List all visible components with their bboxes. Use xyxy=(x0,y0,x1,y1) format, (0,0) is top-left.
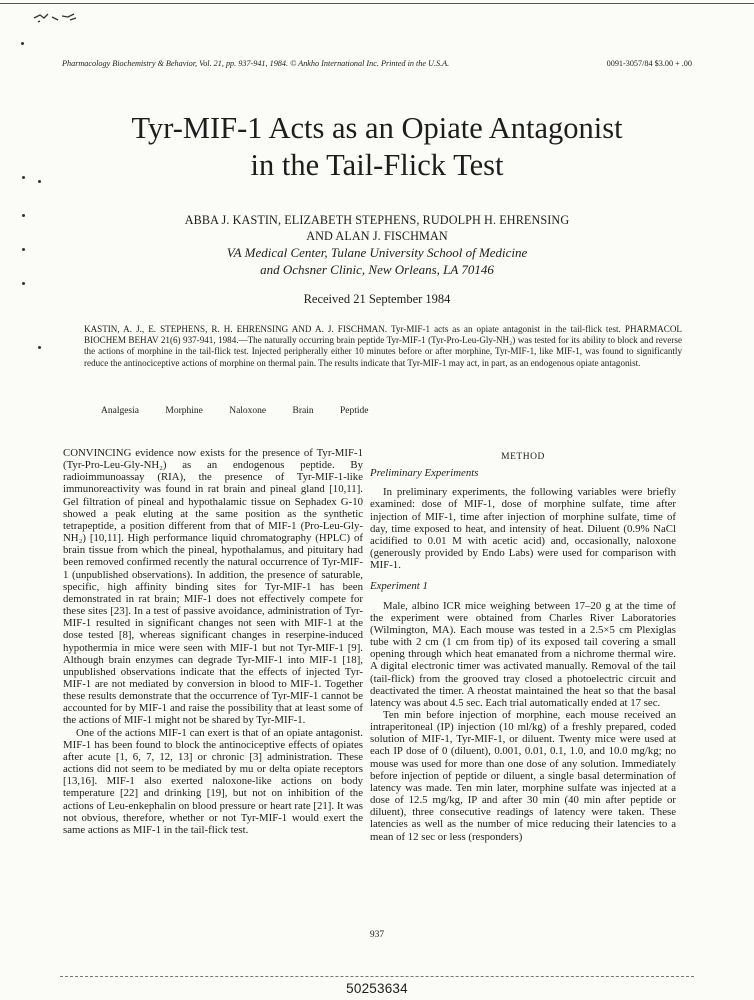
margin-mark xyxy=(38,346,41,349)
intro-paragraph-1: CONVINCING evidence now exists for the presence of Tyr-MIF-1 (Tyr-Pro-Leu-Gly-NH₂) as an endogenous peptide. By radioimmunoassay (RIA), the presence of Tyr-MIF-1-like immunoreactivity was found in rat brain and pineal gland [10,11]. Gel filtration of pineal and hypothalamic tissue on Sephadex G-10 showed a peak eluting at the same position as the synthetic tetrapeptide, a position different from that of MIF-1 (Pro-Leu-Gly-NH₂) [10,11]. High performance liquid chromatography (HPLC) of brain tissue from which the pineal, hypothalamus, and pituitary had been removed confirmed recently the natural occurrence of Tyr-MIF-1 (unpublished observations). In addition, the presence of saturable, specific, high affinity binding sites for Tyr-MIF-1 has been demonstrated in rat brain; MIF-1 does not effectively compete for these sites [23]. In a test of passive avoidance, administration of Tyr-MIF-1 resulted in significant changes not seen with MIF-1 at the dose tested [8], whereas significant changes in reserpine-induced hypothermia in mice were seen with MIF-1 but not Tyr-MIF-1 [9]. Although brain enzymes can degrade Tyr-MIF-1 into MIF-1 [18], unpublished observations indicate that the effects of injected Tyr-MIF-1 are not mediated by conversion in blood to MIF-1. Together these results demonstrate that the occurrence of Tyr-MIF-1 cannot be accounted for by MIF-1 and raise the possibility that at least some of the actions of MIF-1 might not be shared by Tyr-MIF-1. xyxy=(63,447,363,727)
footer-dashed-line xyxy=(60,976,694,977)
intro-paragraph-2: One of the actions MIF-1 can exert is that of an opiate antagonist. MIF-1 has been found to block the antinociceptive effects of opiates after acute [1, 6, 7, 12, 13] or chronic [3] administration. These actions did not seem to be mediated by mu or delta opiate receptors [13,16]. MIF-1 also exerted naloxone-like actions on body temperature [22] and drinking [19], but not on inhibition of the actions of Leu-enkephalin on blood pressure or heart rate [21]. It was not obvious, therefore, whether or not Tyr-MIF-1 would exert the same actions as MIF-1 in the tail-flick test. xyxy=(63,726,363,836)
keywords xyxy=(101,406,393,416)
right-column xyxy=(370,451,676,843)
journal-header xyxy=(62,59,692,68)
keyword: Naloxone xyxy=(229,406,267,416)
subheading-preliminary: Preliminary Experiments xyxy=(370,467,479,480)
authors-line-1: ABBA J. KASTIN, ELIZABETH STEPHENS, RUDOLPH H. EHRENSING xyxy=(184,213,570,227)
title-line-2: in the Tail-Flick Test xyxy=(250,148,504,182)
keyword: Morphine xyxy=(165,406,203,416)
affiliation xyxy=(0,245,754,278)
scan-corner-mark xyxy=(30,8,90,34)
method-paragraph-3: Ten min before injection of morphine, each mouse received an intraperitoneal (IP) injection (10 ml/kg) of a freshly prepared, coded solution of MIF-1, Tyr-MIF-1, or diluent. Twenty mice were used at each IP dose of 0 (diluent), 0.001, 0.01, 0.1, 1.0, and 10.0 mg/kg; no mouse was used for more than one dose of any solution. Immediately before injection of peptide or diluent, a single basal determination of latency was made. Ten min later, morphine sulfate was injected at a dose of 12.5 mg/kg, IP and after 30 min (40 min after peptide or diluent), three consecutive readings of latency were taken. These latencies as well as the number of mice reducing their latencies to a mean of 12 sec or less (responders) xyxy=(370,708,676,843)
title-line-1: Tyr-MIF-1 Acts as an Opiate Antagonist xyxy=(131,111,623,145)
journal-citation: Pharmacology Biochemistry & Behavior, Vol. 21, pp. 937-941, 1984. © Ankho International Inc. Printed in the U.S.A. xyxy=(62,59,450,68)
abstract: KASTIN, A. J., E. STEPHENS, R. H. EHRENSING AND A. J. FISCHMAN. Tyr-MIF-1 acts as an opiate antagonist in the tail-flick test. PHARMACOL BIOCHEM BEHAV 21(6) 937-941, 1984.—The naturally occurring brain peptide Tyr-MIF-1 (Tyr-Pro-Leu-Gly-NH₂) was tested for its ability to block and reverse the actions of morphine in the tail-flick test. Injected peripherally either 10 minutes before or after morphine, Tyr-MIF-1, like MIF-1, was found to significantly reduce the antinociceptive actions of morphine on thermal pain. The results indicate that Tyr-MIF-1 may act, in part, as an endogenous opiate antagonist. xyxy=(84,324,682,368)
subheading-experiment-1: Experiment 1 xyxy=(370,580,428,593)
page-number: 937 xyxy=(369,930,385,940)
authors-line-2: AND ALAN J. FISCHMAN xyxy=(306,229,448,243)
keyword: Peptide xyxy=(340,406,369,416)
margin-mark xyxy=(22,282,25,285)
affiliation-line-2: and Ochsner Clinic, New Orleans, LA 70146 xyxy=(260,261,494,277)
section-heading-method: METHOD xyxy=(501,452,545,462)
article-title xyxy=(0,110,754,184)
left-column xyxy=(63,447,363,836)
keyword: Brain xyxy=(292,406,314,416)
handwritten-mark-icon xyxy=(30,8,90,30)
author-list xyxy=(0,212,754,244)
method-paragraph-1: In preliminary experiments, the following variables were briefly examined: dose of MIF-1, dose of morphine sulfate, time after injection of MIF-1, time after injection of morphine sulfate, time of day, time exposed to heat, and intensity of heat. Diluent (0.9% NaCl acidified to 0.01 M with acetic acid) and, occasionally, naloxone (generously provided by Endo Labs) were used for comparison with MIF-1. xyxy=(370,486,676,572)
issn-price: 0091-3057/84 $3.00 + .00 xyxy=(606,59,692,68)
method-paragraph-2: Male, albino ICR mice weighing between 17–20 g at the time of the experiment were obtained from Charles River Laboratories (Wilmington, MA). Each mouse was tested in a 2.5×5 cm Plexiglas tube with 2 cm (1 cm from tip) of its exposed tail covering a small opening through which heat emanated from a nichrome thermal wire. A digital electronic timer was activated manually. Removal of the tail (tail-flick) from the grooved tray closed a photoelectric circuit and deactivated the timer. A rheostat maintained the heat so that the basal latency was about 4.5 sec. Each trial automatically ended at 17 sec. xyxy=(370,599,676,709)
document-id: 50253634 xyxy=(346,981,408,996)
received-date: Received 21 September 1984 xyxy=(303,292,451,306)
keyword: Analgesia xyxy=(101,406,139,416)
top-border-line xyxy=(0,3,754,4)
margin-mark xyxy=(21,42,24,45)
affiliation-line-1: VA Medical Center, Tulane University School of Medicine xyxy=(226,245,528,260)
